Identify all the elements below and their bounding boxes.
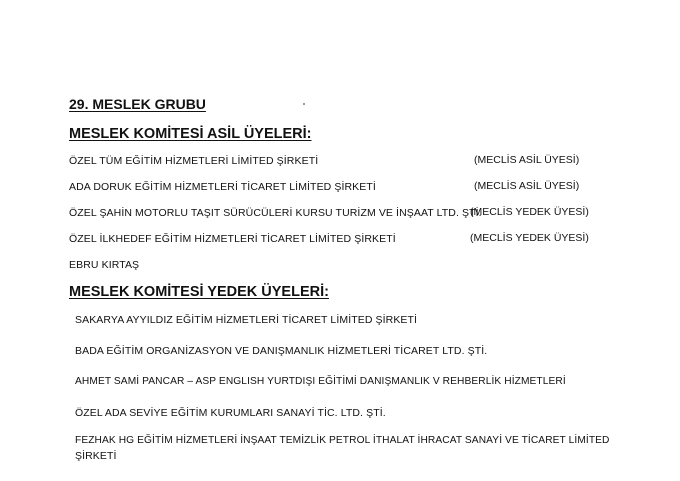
substitute-member-name: SAKARYA AYYILDIZ EĞİTİM HİZMETLERİ TİCARET LİMİTED ŞİRKETİ [75,314,418,326]
substitute-member-name: ÖZEL ADA SEVİYE EĞİTİM KURUMLARI SANAYİ TİC. LTD. ŞTİ. [75,407,386,419]
substitute-member-name: BADA EĞİTİM ORGANİZASYON VE DANIŞMANLIK HİZMETLERİ TİCARET LTD. ŞTİ. [75,345,488,357]
principal-member-role: (MECLİS YEDEK ÜYESİ) [470,206,589,218]
substitute-member-name: FEZHAK HG EĞİTİM HİZMETLERİ İNŞAAT TEMİZLİK PETROL İTHALAT İHRACAT SANAYİ VE TİCARET LİMİTED [75,435,610,446]
principal-member-name: ÖZEL TÜM EĞİTİM HİZMETLERİ LİMİTED ŞİRKETİ [69,155,319,167]
principal-member-name: ÖZEL ŞAHİN MOTORLU TAŞIT SÜRÜCÜLERİ KURSU TURİZM VE İNŞAAT LTD. ŞTİ. [69,207,482,219]
principal-member-name: EBRU KIRTAŞ [69,259,140,271]
group-title: 29. MESLEK GRUBU [69,96,206,112]
substitute-member-name-continued: ŞİRKETİ [75,450,117,462]
principal-member-role: (MECLİS ASİL ÜYESİ) [474,180,580,192]
scan-speck [303,103,305,105]
principal-member-name: ÖZEL İLKHEDEF EĞİTİM HİZMETLERİ TİCARET LİMİTED ŞİRKETİ [69,233,396,245]
substitute-member-name: AHMET SAMİ PANCAR – ASP ENGLISH YURTDIŞI EĞİTİMİ DANIŞMANLIK V REHBERLİK HİZMETLERİ [75,376,566,387]
principal-member-name: ADA DORUK EĞİTİM HİZMETLERİ TİCARET LİMİTED ŞİRKETİ [69,181,376,193]
principal-members-heading: MESLEK KOMİTESİ ASİL ÜYELERİ: [69,126,312,142]
principal-member-role: (MECLİS ASİL ÜYESİ) [474,154,580,166]
substitute-members-heading: MESLEK KOMİTESİ YEDEK ÜYELERİ: [69,284,329,300]
principal-member-role: (MECLİS YEDEK ÜYESİ) [470,232,589,244]
